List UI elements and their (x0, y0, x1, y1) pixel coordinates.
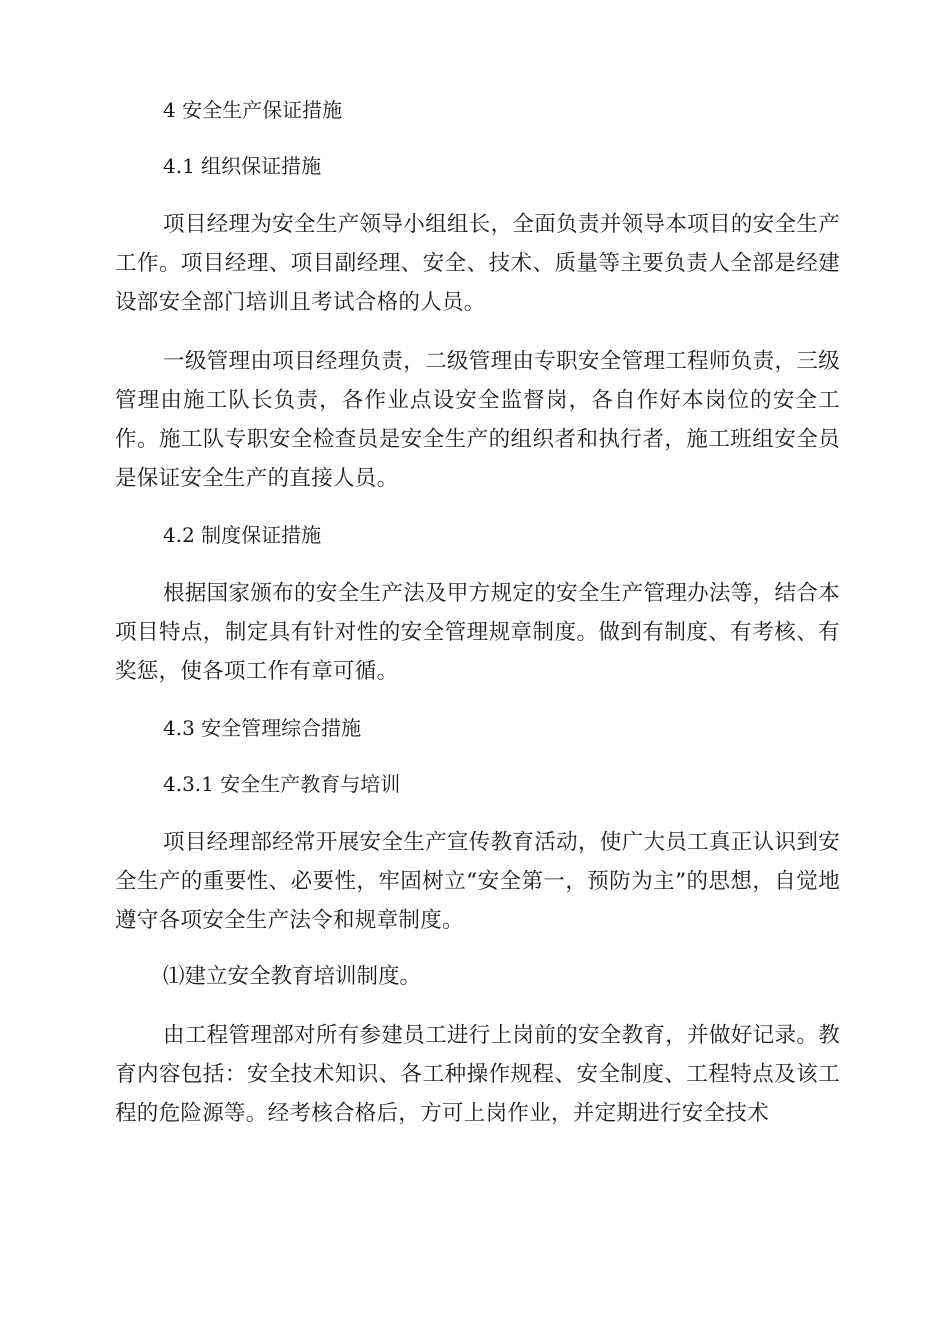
list-item-training-system: ⑴建立安全教育培训制度。 (163, 964, 422, 989)
section-heading-4-1: 4.1 组织保证措施 (163, 154, 322, 178)
section-heading-4-3: 4.3 安全管理综合措施 (163, 716, 362, 740)
paragraph-regulations: 根据国家颁布的安全生产法及甲方规定的安全生产管理办法等，结合本项目特点，制定具有针对性的安全管理规章制度。做到有制度、有考核、有奖惩，使各项工作有章可循。 (115, 581, 840, 684)
paragraph-safety-education: 项目经理部经常开展安全生产宣传教育活动，使广大员工真正认识到安全生产的重要性、必要性，牢固树立“安全第一，预防为主”的思想，自觉地遵守各项安全生产法令和规章制度。 (115, 830, 840, 933)
paragraph-project-manager: 项目经理为安全生产领导小组组长，全面负责并领导本项目的安全生产工作。项目经理、项目副经理、安全、技术、质量等主要负责人全部是经建设部安全部门培训且考试合格的人员。 (115, 212, 840, 315)
paragraph-pre-job-education: 由工程管理部对所有参建员工进行上岗前的安全教育，并做好记录。教育内容包括：安全技术知识、各工种操作规程、安全制度、工程特点及该工程的危险源等。经考核合格后，方可上岗作业，并定期进行安全技术 (115, 1023, 840, 1126)
section-heading-4-2: 4.2 制度保证措施 (163, 523, 322, 547)
document-body (115, 93, 840, 1153)
section-heading-4: 4 安全生产保证措施 (163, 98, 343, 122)
paragraph-management-levels: 一级管理由项目经理负责，二级管理由专职安全管理工程师负责，三级管理由施工队长负责，各作业点设安全监督岗，各自作好本岗位的安全工作。施工队专职安全检查员是安全生产的组织者和执行者，施工班组安全员是保证安全生产的直接人员。 (115, 349, 840, 491)
section-heading-4-3-1: 4.3.1 安全生产教育与培训 (163, 772, 401, 796)
